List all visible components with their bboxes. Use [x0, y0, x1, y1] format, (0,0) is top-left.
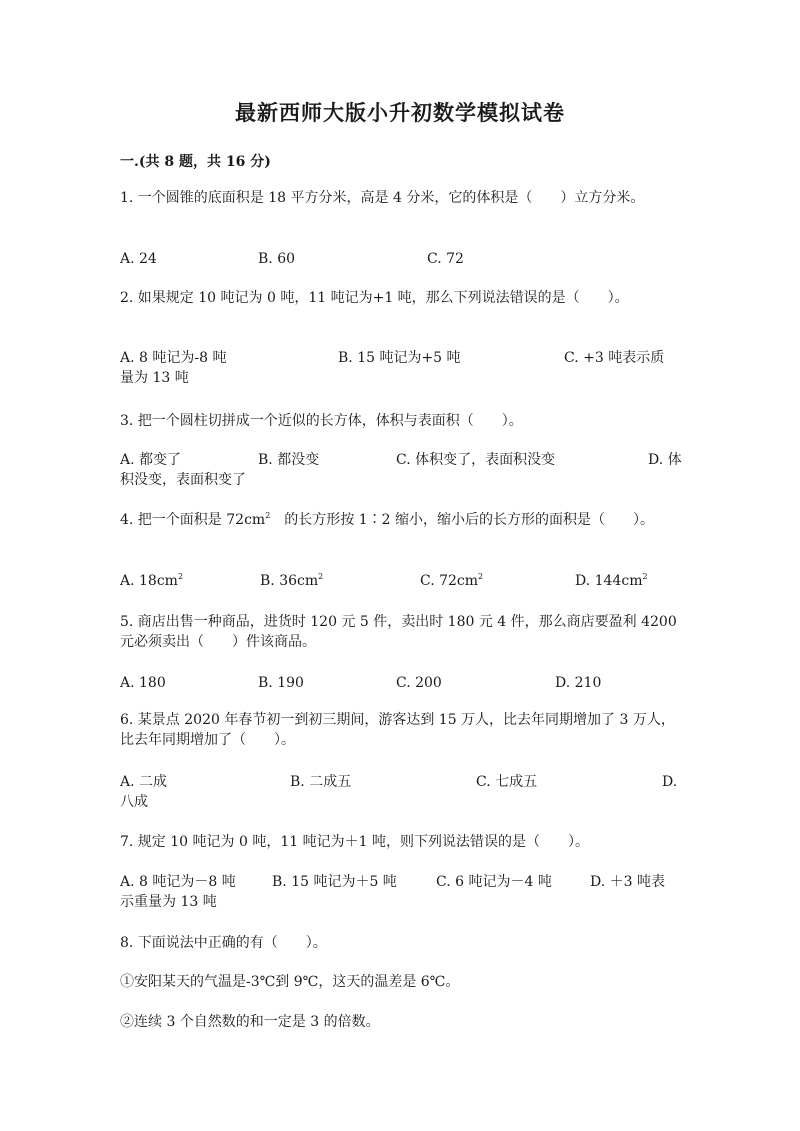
- question-5-options: [120, 673, 685, 713]
- question-6-option-d[interactable]: D.: [662, 774, 678, 790]
- question-4-option-a-label: A. 18cm: [120, 573, 178, 589]
- question-1-option-a[interactable]: A. 24: [120, 251, 157, 267]
- question-6-option-wrap: 八成: [120, 794, 148, 810]
- question-6-option-b[interactable]: B. 二成五: [290, 774, 352, 790]
- question-4-stem-text-rest: 的长方形按 1∶2 缩小，缩小后的长方形的面积是（ ）。: [270, 512, 655, 528]
- question-8-statement-1: ①安阳某天的气温是-3℃到 9℃，这天的温差是 6℃。: [120, 974, 460, 990]
- question-5-option-b[interactable]: B. 190: [258, 675, 304, 691]
- question-7-options: [120, 872, 685, 912]
- question-4-stem: [120, 510, 685, 530]
- question-6-stem: 6. 某景点 2020 年春节初一到初三期间，游客达到 15 万人，比去年同期增加了 3 万人，比去年同期增加了（ ）。: [120, 712, 675, 748]
- question-6-option-a[interactable]: A. 二成: [120, 774, 168, 790]
- exam-title: 最新西师大版小升初数学模拟试卷: [235, 100, 565, 125]
- question-4-option-c[interactable]: [420, 571, 483, 591]
- question-3-stem: 3. 把一个圆柱切拼成一个近似的长方体，体积与表面积（ ）。: [120, 413, 523, 429]
- question-3-option-d[interactable]: D. 体: [648, 452, 682, 468]
- question-4-option-a-superscript: 2: [177, 572, 184, 581]
- question-8-stem: 8. 下面说法中正确的有（ ）。: [120, 935, 327, 951]
- question-4-option-b[interactable]: [260, 571, 323, 591]
- question-4-option-d-superscript: 2: [642, 572, 648, 581]
- section-heading: 一.(共 8 题，共 16 分): [120, 154, 271, 170]
- question-7-option-wrap: 示重量为 13 吨: [120, 894, 217, 910]
- question-5-option-c[interactable]: C. 200: [396, 675, 442, 691]
- question-6-option-c[interactable]: C. 七成五: [476, 774, 538, 790]
- question-2-stem: 2. 如果规定 10 吨记为 0 吨，11 吨记为+1 吨，那么下列说法错误的是（ ）。: [120, 290, 629, 306]
- question-3-options: [120, 450, 685, 490]
- question-4-stem-superscript: 2: [265, 511, 271, 520]
- question-2-options: [120, 348, 685, 388]
- question-1-stem: 1. 一个圆锥的底面积是 18 平方分米，高是 4 分米，它的体积是（ ）立方分米。: [120, 190, 645, 206]
- question-7-stem: 7. 规定 10 吨记为 0 吨，11 吨记为＋1 吨，则下列说法错误的是（ ）。: [120, 834, 589, 850]
- question-4-stem-text: 4. 把一个面积是 72cm: [120, 512, 266, 528]
- question-4-option-b-label: B. 36cm: [260, 573, 319, 589]
- question-4-options: [120, 571, 685, 611]
- question-7-option-a[interactable]: A. 8 吨记为－8 吨: [120, 874, 236, 890]
- question-7-option-b[interactable]: B. 15 吨记为＋5 吨: [272, 874, 397, 890]
- question-5-option-a[interactable]: A. 180: [120, 675, 166, 691]
- question-4-option-d-label: D. 144cm: [575, 573, 643, 589]
- question-3-option-c[interactable]: C. 体积变了，表面积没变: [396, 452, 556, 468]
- question-7-option-c[interactable]: C. 6 吨记为－4 吨: [436, 874, 552, 890]
- question-3-option-b[interactable]: B. 都没变: [258, 452, 320, 468]
- question-4-option-d[interactable]: [575, 571, 648, 591]
- question-5-stem: 5. 商店出售一种商品，进货时 120 元 5 件，卖出时 180 元 4 件，那么商店要盈利 4200 元必须卖出（ ）件该商品。: [120, 614, 677, 650]
- question-4-option-b-superscript: 2: [318, 572, 324, 581]
- question-2-option-b[interactable]: B. 15 吨记为+5 吨: [338, 350, 461, 366]
- question-1-option-c[interactable]: C. 72: [427, 251, 464, 267]
- question-4-option-c-label: C. 72cm: [420, 573, 479, 589]
- question-1-option-b[interactable]: B. 60: [258, 251, 296, 267]
- question-1-options: [120, 249, 685, 289]
- question-6-options: [120, 772, 685, 812]
- question-3-option-a[interactable]: A. 都变了: [120, 452, 182, 468]
- question-4-option-a[interactable]: [120, 571, 183, 591]
- question-5-option-d[interactable]: D. 210: [555, 675, 602, 691]
- question-2-option-wrap: 量为 13 吨: [120, 370, 189, 386]
- question-4-option-c-superscript: 2: [478, 572, 484, 581]
- question-2-option-c[interactable]: C. +3 吨表示质: [564, 350, 665, 366]
- question-3-option-wrap: 积没变，表面积变了: [120, 472, 246, 488]
- question-8-statement-2: ②连续 3 个自然数的和一定是 3 的倍数。: [120, 1014, 380, 1030]
- question-7-option-d[interactable]: D. ＋3 吨表: [590, 874, 665, 890]
- question-2-option-a[interactable]: A. 8 吨记为-8 吨: [120, 350, 227, 366]
